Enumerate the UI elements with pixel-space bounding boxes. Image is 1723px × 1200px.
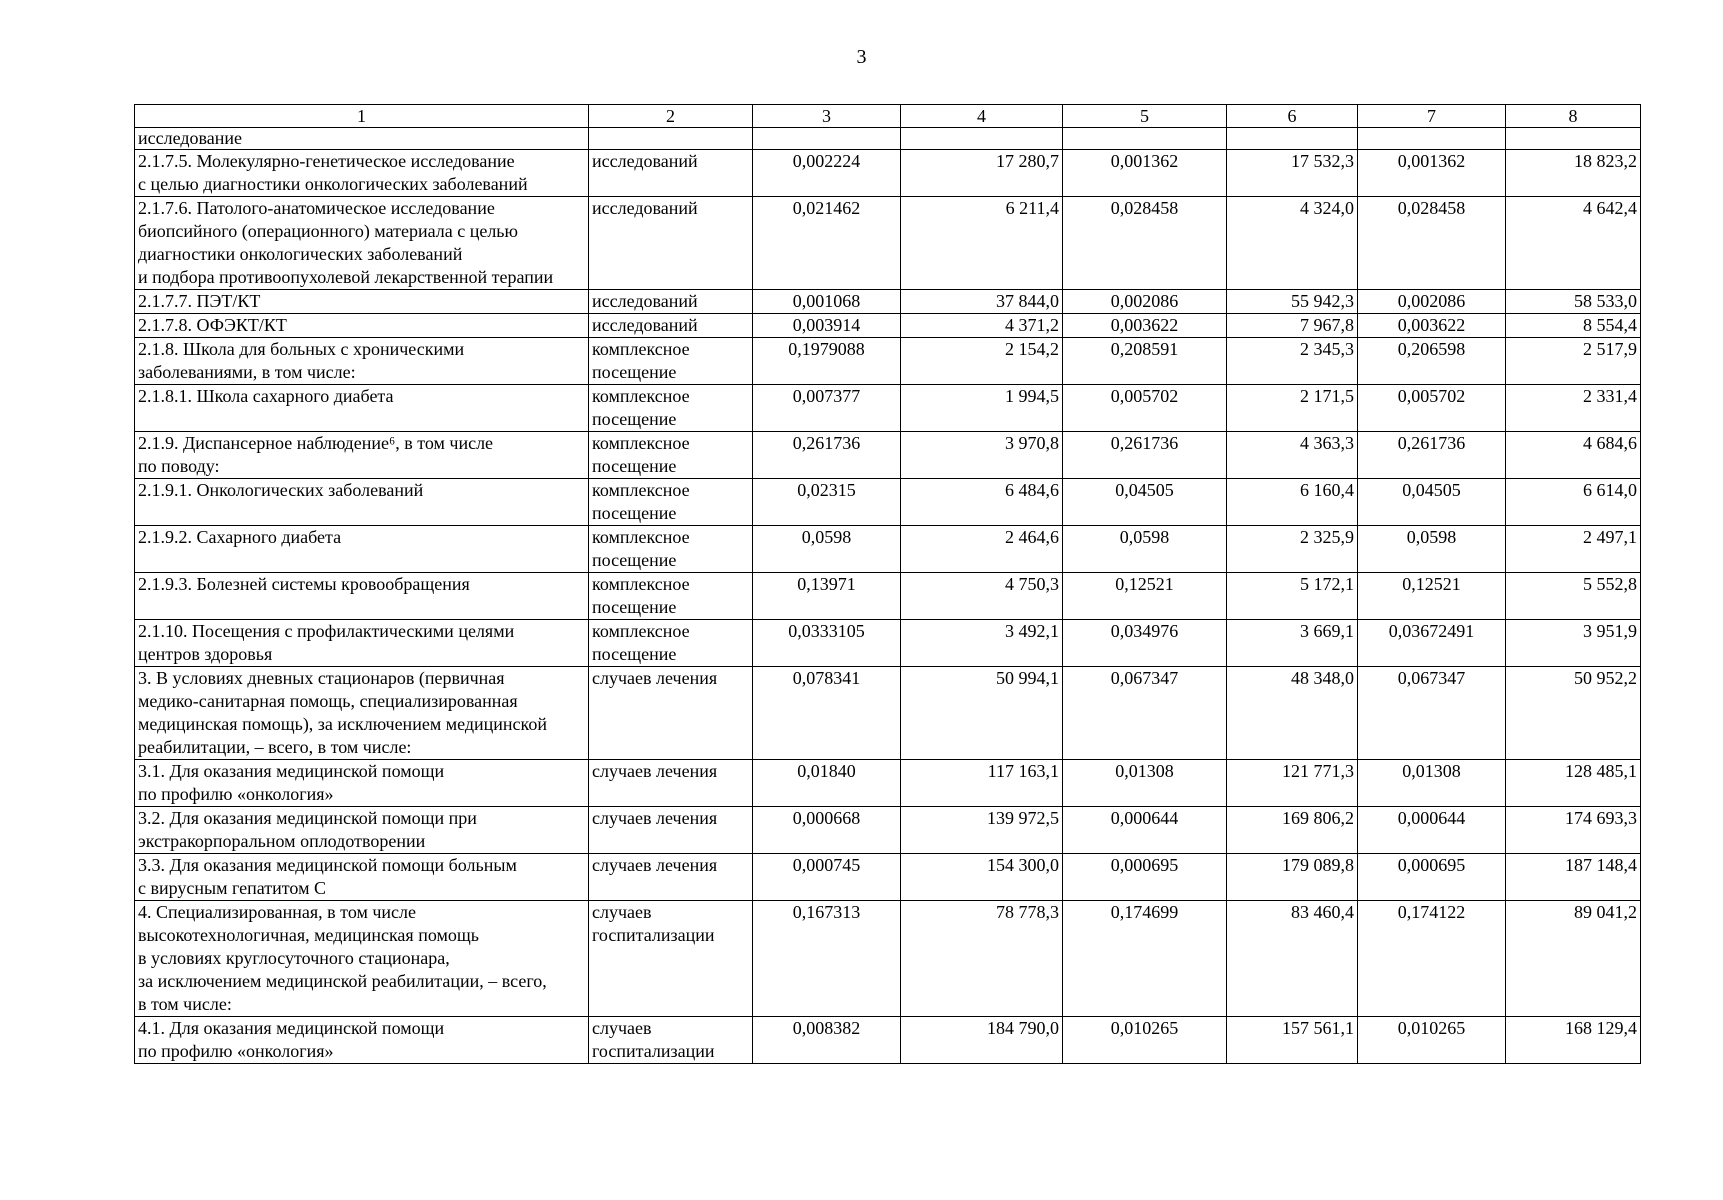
table-row (135, 854, 1641, 901)
value-cell: 50 994,1 (901, 667, 1063, 760)
unit-cell: исследований (589, 314, 753, 338)
value-cell: 0,04505 (1358, 479, 1506, 526)
value-cell: 0,0598 (1358, 526, 1506, 573)
unit-cell: комплексное посещение (589, 479, 753, 526)
unit-cell: комплексное посещение (589, 338, 753, 385)
value-cell: 0,261736 (753, 432, 901, 479)
value-cell: 0,002224 (753, 150, 901, 197)
value-cell: 0,01840 (753, 760, 901, 807)
unit-cell: случаев лечения (589, 807, 753, 854)
table-row (135, 1017, 1641, 1064)
value-cell: 4 750,3 (901, 573, 1063, 620)
table-row (135, 197, 1641, 290)
unit-cell: исследований (589, 150, 753, 197)
value-cell: 0,0333105 (753, 620, 901, 667)
value-cell: 6 160,4 (1227, 479, 1358, 526)
row-name-cell: 3. В условиях дневных стационаров (первичная медико-санитарная помощь, специализированная медицинская помощь), за исключением медицинской реабилитации, – всего, в том числе: (135, 667, 589, 760)
value-cell: 2 154,2 (901, 338, 1063, 385)
value-cell: 58 533,0 (1506, 290, 1641, 314)
column-header: 5 (1063, 105, 1227, 128)
unit-cell: комплексное посещение (589, 432, 753, 479)
data-table (134, 104, 1641, 1064)
value-cell: 128 485,1 (1506, 760, 1641, 807)
value-cell: 4 684,6 (1506, 432, 1641, 479)
value-cell: 0,208591 (1063, 338, 1227, 385)
table-row (135, 338, 1641, 385)
value-cell (753, 128, 901, 150)
value-cell: 0,001068 (753, 290, 901, 314)
value-cell: 0,034976 (1063, 620, 1227, 667)
column-header: 3 (753, 105, 901, 128)
value-cell: 2 331,4 (1506, 385, 1641, 432)
value-cell: 0,002086 (1063, 290, 1227, 314)
value-cell: 0,261736 (1063, 432, 1227, 479)
value-cell: 0,005702 (1063, 385, 1227, 432)
value-cell: 0,02315 (753, 479, 901, 526)
value-cell: 0,067347 (1358, 667, 1506, 760)
value-cell: 2 464,6 (901, 526, 1063, 573)
column-header: 2 (589, 105, 753, 128)
value-cell: 0,010265 (1358, 1017, 1506, 1064)
value-cell: 37 844,0 (901, 290, 1063, 314)
value-cell: 5 552,8 (1506, 573, 1641, 620)
value-cell: 0,007377 (753, 385, 901, 432)
unit-cell: случаев лечения (589, 854, 753, 901)
row-name-cell: 2.1.8. Школа для больных с хроническими заболеваниями, в том числе: (135, 338, 589, 385)
row-name-cell: 3.1. Для оказания медицинской помощи по профилю «онкология» (135, 760, 589, 807)
value-cell: 0,008382 (753, 1017, 901, 1064)
value-cell: 6 211,4 (901, 197, 1063, 290)
value-cell: 3 492,1 (901, 620, 1063, 667)
value-cell: 117 163,1 (901, 760, 1063, 807)
table-row (135, 128, 1641, 150)
unit-cell: комплексное посещение (589, 526, 753, 573)
value-cell: 4 363,3 (1227, 432, 1358, 479)
value-cell: 0,261736 (1358, 432, 1506, 479)
page-number: 3 (856, 46, 867, 68)
table-body (135, 128, 1641, 1064)
value-cell: 0,000695 (1358, 854, 1506, 901)
value-cell: 0,001362 (1063, 150, 1227, 197)
value-cell: 7 967,8 (1227, 314, 1358, 338)
value-cell: 4 324,0 (1227, 197, 1358, 290)
value-cell: 0,028458 (1063, 197, 1227, 290)
value-cell: 2 325,9 (1227, 526, 1358, 573)
value-cell: 157 561,1 (1227, 1017, 1358, 1064)
table-row (135, 150, 1641, 197)
value-cell: 4 371,2 (901, 314, 1063, 338)
value-cell: 18 823,2 (1506, 150, 1641, 197)
value-cell: 0,003914 (753, 314, 901, 338)
value-cell: 89 041,2 (1506, 901, 1641, 1017)
table-row (135, 807, 1641, 854)
value-cell: 0,0598 (753, 526, 901, 573)
value-cell: 0,021462 (753, 197, 901, 290)
value-cell: 2 345,3 (1227, 338, 1358, 385)
value-cell: 0,04505 (1063, 479, 1227, 526)
value-cell: 4 642,4 (1506, 197, 1641, 290)
value-cell: 0,12521 (1358, 573, 1506, 620)
unit-cell: комплексное посещение (589, 573, 753, 620)
value-cell: 8 554,4 (1506, 314, 1641, 338)
table-row (135, 620, 1641, 667)
column-header: 6 (1227, 105, 1358, 128)
row-name-cell: 2.1.9.2. Сахарного диабета (135, 526, 589, 573)
column-header: 7 (1358, 105, 1506, 128)
value-cell: 3 951,9 (1506, 620, 1641, 667)
value-cell: 154 300,0 (901, 854, 1063, 901)
value-cell: 6 614,0 (1506, 479, 1641, 526)
row-name-cell: 4.1. Для оказания медицинской помощи по профилю «онкология» (135, 1017, 589, 1064)
row-name-cell: 2.1.7.5. Молекулярно-генетическое исследование с целью диагностики онкологических заболеваний (135, 150, 589, 197)
table-row (135, 667, 1641, 760)
unit-cell: комплексное посещение (589, 620, 753, 667)
value-cell: 169 806,2 (1227, 807, 1358, 854)
row-name-cell: исследование (135, 128, 589, 150)
row-name-cell: 2.1.10. Посещения с профилактическими целями центров здоровья (135, 620, 589, 667)
table-row (135, 573, 1641, 620)
value-cell: 179 089,8 (1227, 854, 1358, 901)
value-cell: 187 148,4 (1506, 854, 1641, 901)
table-row (135, 290, 1641, 314)
value-cell: 0,028458 (1358, 197, 1506, 290)
table-row (135, 526, 1641, 573)
value-cell: 0,12521 (1063, 573, 1227, 620)
unit-cell: исследований (589, 197, 753, 290)
header-row (135, 105, 1641, 128)
table-row (135, 760, 1641, 807)
value-cell: 0,000644 (1063, 807, 1227, 854)
unit-cell: исследований (589, 290, 753, 314)
value-cell: 6 484,6 (901, 479, 1063, 526)
value-cell: 50 952,2 (1506, 667, 1641, 760)
value-cell: 2 171,5 (1227, 385, 1358, 432)
value-cell: 83 460,4 (1227, 901, 1358, 1017)
column-header: 4 (901, 105, 1063, 128)
value-cell: 2 517,9 (1506, 338, 1641, 385)
row-name-cell: 4. Специализированная, в том числе высокотехнологичная, медицинская помощь в условиях круглосуточного стационара, за исключением медицинской реабилитации, – всего, в том числе: (135, 901, 589, 1017)
value-cell (1227, 128, 1358, 150)
value-cell: 0,174699 (1063, 901, 1227, 1017)
value-cell: 0,067347 (1063, 667, 1227, 760)
value-cell (1358, 128, 1506, 150)
unit-cell: случаев госпитализации (589, 901, 753, 1017)
unit-cell: комплексное посещение (589, 385, 753, 432)
value-cell: 0,13971 (753, 573, 901, 620)
row-name-cell: 2.1.9.1. Онкологических заболеваний (135, 479, 589, 526)
value-cell: 184 790,0 (901, 1017, 1063, 1064)
value-cell: 1 994,5 (901, 385, 1063, 432)
value-cell: 55 942,3 (1227, 290, 1358, 314)
unit-cell: случаев лечения (589, 667, 753, 760)
table-row (135, 314, 1641, 338)
value-cell: 0,002086 (1358, 290, 1506, 314)
row-name-cell: 2.1.7.6. Патолого-анатомическое исследование биопсийного (операционного) материала с целью диагностики онкологических заболеваний и подбора противоопухолевой лекарственной терапии (135, 197, 589, 290)
value-cell: 0,03672491 (1358, 620, 1506, 667)
value-cell: 17 532,3 (1227, 150, 1358, 197)
row-name-cell: 2.1.9. Диспансерное наблюдение⁶, в том числе по поводу: (135, 432, 589, 479)
value-cell: 0,005702 (1358, 385, 1506, 432)
value-cell: 3 970,8 (901, 432, 1063, 479)
column-header: 1 (135, 105, 589, 128)
value-cell: 0,000695 (1063, 854, 1227, 901)
value-cell: 0,01308 (1358, 760, 1506, 807)
value-cell: 0,003622 (1063, 314, 1227, 338)
value-cell: 0,001362 (1358, 150, 1506, 197)
value-cell: 0,003622 (1358, 314, 1506, 338)
unit-cell (589, 128, 753, 150)
unit-cell: случаев госпитализации (589, 1017, 753, 1064)
value-cell: 0,010265 (1063, 1017, 1227, 1064)
value-cell: 0,078341 (753, 667, 901, 760)
value-cell: 0,206598 (1358, 338, 1506, 385)
value-cell: 5 172,1 (1227, 573, 1358, 620)
row-name-cell: 3.2. Для оказания медицинской помощи при экстракорпоральном оплодотворении (135, 807, 589, 854)
table-row (135, 385, 1641, 432)
row-name-cell: 2.1.7.7. ПЭТ/КТ (135, 290, 589, 314)
row-name-cell: 2.1.7.8. ОФЭКТ/КТ (135, 314, 589, 338)
table-row (135, 901, 1641, 1017)
value-cell: 0,0598 (1063, 526, 1227, 573)
value-cell (901, 128, 1063, 150)
value-cell: 48 348,0 (1227, 667, 1358, 760)
value-cell: 78 778,3 (901, 901, 1063, 1017)
value-cell: 0,000668 (753, 807, 901, 854)
value-cell: 0,01308 (1063, 760, 1227, 807)
value-cell: 17 280,7 (901, 150, 1063, 197)
row-name-cell: 2.1.8.1. Школа сахарного диабета (135, 385, 589, 432)
row-name-cell: 2.1.9.3. Болезней системы кровообращения (135, 573, 589, 620)
column-header: 8 (1506, 105, 1641, 128)
value-cell: 0,167313 (753, 901, 901, 1017)
value-cell: 3 669,1 (1227, 620, 1358, 667)
value-cell: 139 972,5 (901, 807, 1063, 854)
value-cell (1063, 128, 1227, 150)
value-cell (1506, 128, 1641, 150)
value-cell: 0,000745 (753, 854, 901, 901)
row-name-cell: 3.3. Для оказания медицинской помощи больным с вирусным гепатитом С (135, 854, 589, 901)
value-cell: 2 497,1 (1506, 526, 1641, 573)
table-row (135, 432, 1641, 479)
value-cell: 174 693,3 (1506, 807, 1641, 854)
value-cell: 0,1979088 (753, 338, 901, 385)
value-cell: 121 771,3 (1227, 760, 1358, 807)
value-cell: 0,174122 (1358, 901, 1506, 1017)
table-row (135, 479, 1641, 526)
value-cell: 0,000644 (1358, 807, 1506, 854)
value-cell: 168 129,4 (1506, 1017, 1641, 1064)
unit-cell: случаев лечения (589, 760, 753, 807)
